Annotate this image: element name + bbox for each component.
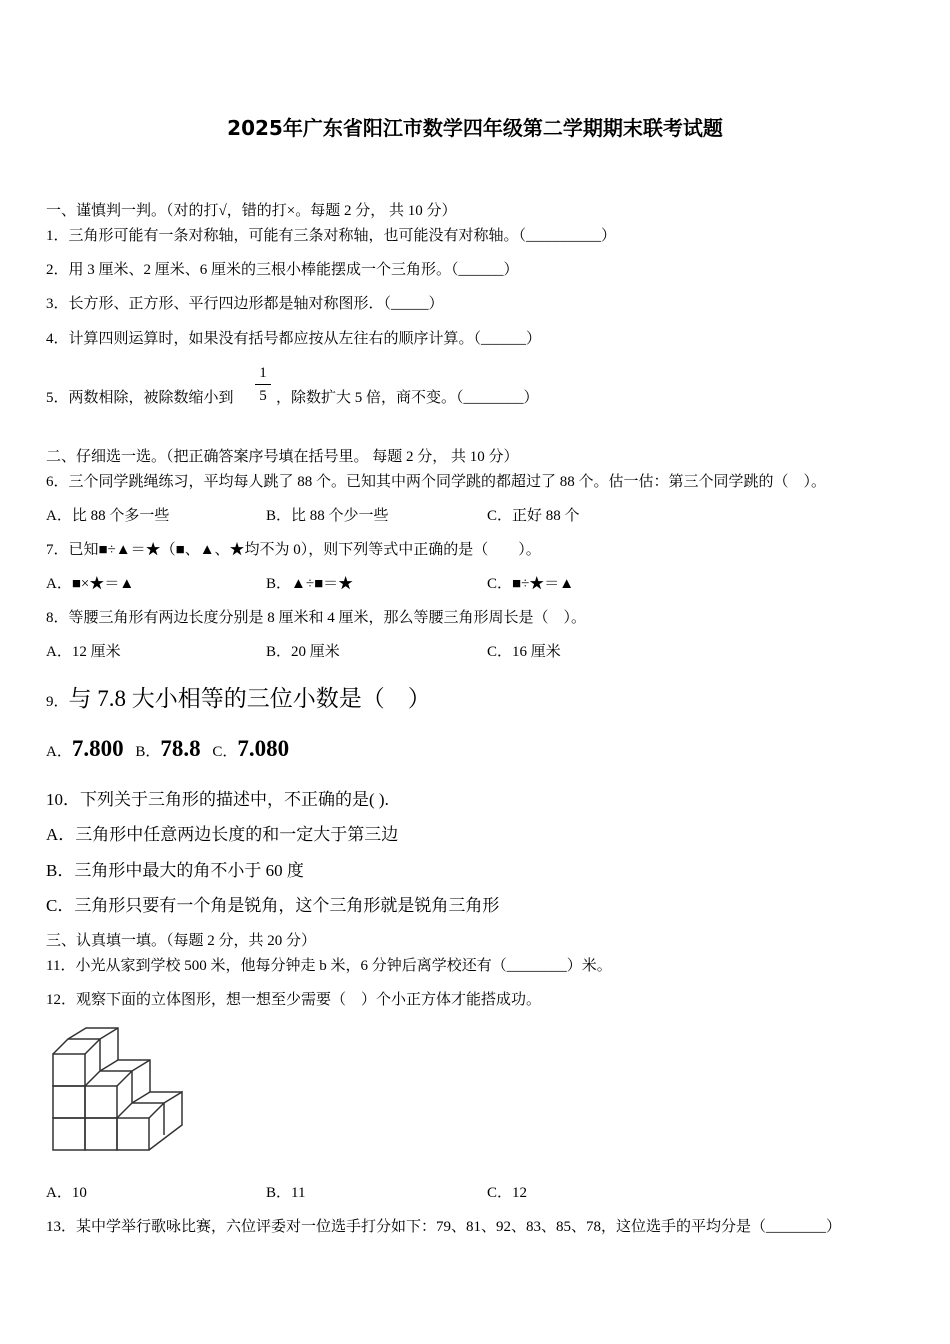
section2-header: 二、仔细选一选。（把正确答案序号填在括号里。 每题 2 分， 共 10 分） xyxy=(46,449,519,465)
question-12-option-a: A．10 xyxy=(46,1185,87,1201)
cube-stack-figure xyxy=(50,1025,190,1155)
question-13: 13．某中学举行歌咏比赛，六位评委对一位选手打分如下：79、81、92、83、85、78，这位选手的平均分是（________） xyxy=(46,1219,842,1235)
fraction-denominator: 5 xyxy=(259,388,267,404)
question-9-options xyxy=(46,734,289,767)
question-7: 7．已知■÷▲＝★（■、▲、★均不为 0），则下列等式中正确的是（ ）。 xyxy=(46,542,541,558)
question-9-option-a: 7.800 xyxy=(71,736,124,761)
question-8-option-c: C．16 厘米 xyxy=(487,644,561,660)
question-9-option-a-label: A． xyxy=(46,744,72,760)
question-6-option-a: A．比 88 个多一些 xyxy=(46,508,170,524)
question-7-option-b: B．▲÷■＝★ xyxy=(266,576,354,592)
question-4: 4．计算四则运算时，如果没有括号都应按从左往右的顺序计算。（______） xyxy=(46,331,542,347)
question-8-option-b: B．20 厘米 xyxy=(266,644,340,660)
question-6-option-b: B．比 88 个少一些 xyxy=(266,508,389,524)
question-8: 8．等腰三角形有两边长度分别是 8 厘米和 4 厘米，那么等腰三角形周长是（ ）。 xyxy=(46,610,587,626)
question-10-option-b: B．三角形中最大的角不小于 60 度 xyxy=(46,861,304,880)
question-9-number: 9． xyxy=(46,694,69,710)
question-7-option-c: C．■÷★＝▲ xyxy=(487,576,575,592)
question-5-end: ，除数扩大 5 倍，商不变。（________） xyxy=(276,390,539,406)
question-10-option-c: C．三角形只要有一个角是锐角，这个三角形就是锐角三角形 xyxy=(46,896,500,915)
question-6: 6．三个同学跳绳练习，平均每人跳了 88 个。已知其中两个同学跳的都超过了 88 个。估一估：第三个同学跳的（ ）。 xyxy=(46,474,827,490)
question-12-option-c: C．12 xyxy=(487,1185,528,1201)
question-9-option-b-label: B． xyxy=(135,744,161,760)
question-10: 10．下列关于三角形的描述中，不正确的是( ). xyxy=(46,790,389,809)
question-11: 11．小光从家到学校 500 米，他每分钟走 b 米，6 分钟后离学校还有（________）米。 xyxy=(46,958,612,974)
question-9-option-c: 7.080 xyxy=(237,736,290,761)
question-9 xyxy=(46,684,431,717)
question-2: 2．用 3 厘米、2 厘米、6 厘米的三根小棒能摆成一个三角形。（______） xyxy=(46,262,519,278)
question-10-option-a: A．三角形中任意两边长度的和一定大于第三边 xyxy=(46,825,399,844)
question-3: 3．长方形、正方形、平行四边形都是轴对称图形．（_____） xyxy=(46,296,444,312)
question-6-option-c: C．正好 88 个 xyxy=(487,508,580,524)
question-1: 1．三角形可能有一条对称轴，可能有三条对称轴，也可能没有对称轴。（__________） xyxy=(46,228,617,244)
question-8-option-a: A．12 厘米 xyxy=(46,644,121,660)
question-9-text: 与 7.8 大小相等的三位小数是（ ） xyxy=(68,686,431,711)
fraction-numerator: 1 xyxy=(259,365,267,381)
page-title: 2025年广东省阳江市数学四年级第二学期期末联考试题 xyxy=(227,116,723,140)
question-7-option-a: A．■×★＝▲ xyxy=(46,576,135,592)
question-5-start: 5．两数相除，被除数缩小到 xyxy=(46,390,234,406)
question-9-option-c-label: C． xyxy=(212,744,238,760)
question-9-option-b: 78.8 xyxy=(160,736,201,761)
section1-header: 一、谨慎判一判。（对的打√，错的打×。每题 2 分， 共 10 分） xyxy=(46,203,457,219)
fraction-one-fifth xyxy=(255,364,271,405)
section3-header: 三、认真填一填。（每题 2 分，共 20 分） xyxy=(46,933,317,949)
question-12-option-b: B．11 xyxy=(266,1185,306,1201)
question-12: 12．观察下面的立体图形，想一想至少需要（ ）个小正方体才能搭成功。 xyxy=(46,992,542,1008)
